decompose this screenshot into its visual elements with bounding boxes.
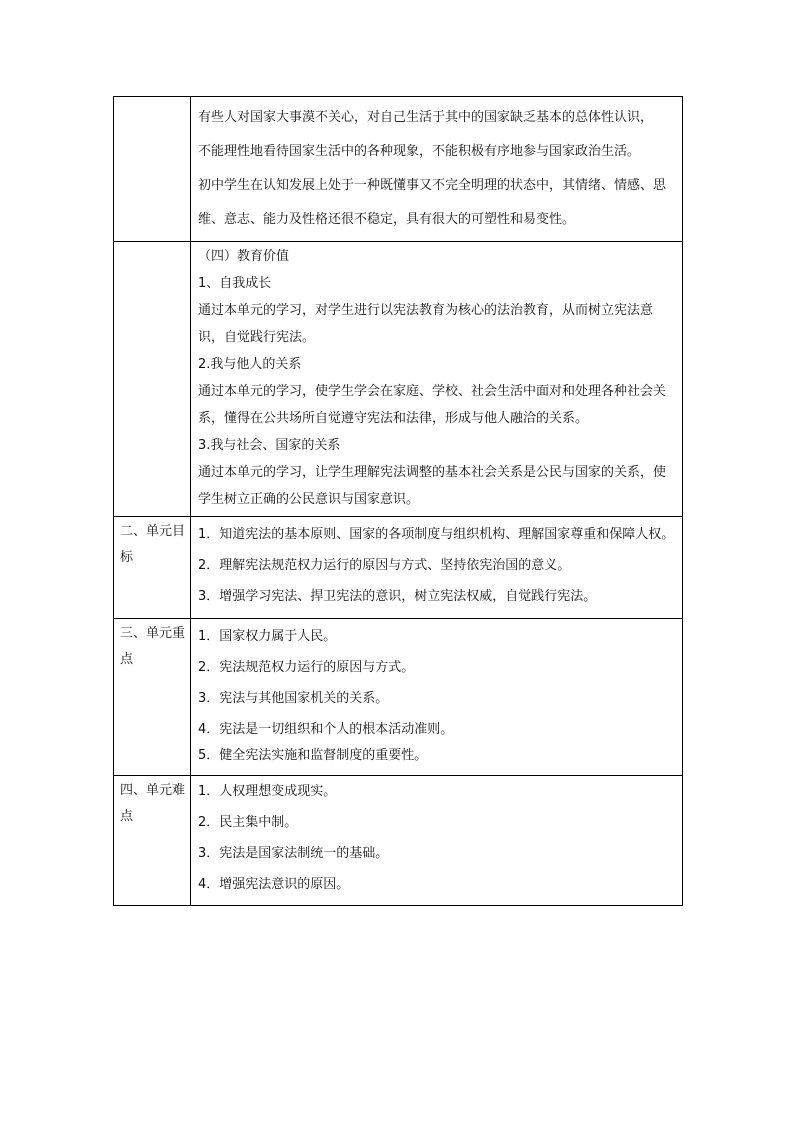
list-item: 2．理解宪法规范权力运行的原因与方式、坚持依宪治国的意义。 (198, 558, 571, 573)
list-item: 3．宪法与其他国家机关的关系。 (198, 691, 389, 706)
row-label-cell (114, 517, 191, 619)
list-item: 1．知道宪法的基本原则、国家的各项制度与组织机构、理解国家尊重和保障人权。 (198, 527, 675, 542)
row-content-cell (191, 97, 683, 242)
list-item: 4．增强宪法意识的原因。 (198, 877, 350, 892)
list-item: 2．宪法规范权力运行的原因与方式。 (198, 660, 415, 675)
section-heading: （四）教育价值 (198, 249, 290, 264)
row-label (114, 242, 190, 244)
list-item: 1．国家权力属于人民。 (198, 629, 337, 644)
paragraph: 有些人对国家大事漠不关心，对自己生活于其中的国家缺乏基本的总体性认识， (198, 110, 654, 125)
table-row (114, 242, 683, 517)
table-row (114, 517, 683, 619)
paragraph: 通过本单元的学习，对学生进行以宪法教育为核心的法治教育，从而树立宪法意识，自觉践行宪法。 (198, 303, 654, 345)
unit-plan-table (113, 96, 683, 906)
subheading: 1、自我成长 (198, 276, 272, 291)
row-label-cell (114, 776, 191, 906)
subheading: 2.我与他人的关系 (198, 357, 302, 372)
table-row (114, 619, 683, 776)
row-content-cell (191, 619, 683, 776)
row-label-cell (114, 619, 191, 776)
list-item: 3．宪法是国家法制统一的基础。 (198, 846, 389, 861)
list-item: 5．健全宪法实施和监督制度的重要性。 (198, 748, 428, 763)
row-label: 四、单元难点 (120, 783, 186, 824)
subheading: 3.我与社会、国家的关系 (198, 438, 341, 453)
row-label (114, 97, 190, 99)
row-content-cell (191, 242, 683, 517)
row-label-cell (114, 242, 191, 517)
row-label: 二、单元目标 (120, 524, 186, 565)
row-label-cell (114, 97, 191, 242)
paragraph: 初中学生在认知发展上处于一种既懂事又不完全明理的状态中，其情绪、情感、思维、意志、能力及性格还很不稳定，具有很大的可塑性和易变性。 (198, 178, 667, 227)
table-row (114, 776, 683, 906)
row-label: 三、单元重点 (120, 626, 186, 667)
list-item: 2．民主集中制。 (198, 815, 298, 830)
row-content-cell (191, 517, 683, 619)
table-row (114, 97, 683, 242)
paragraph: 通过本单元的学习，让学生理解宪法调整的基本社会关系是公民与国家的关系，使学生树立正确的公民意识与国家意识。 (198, 465, 667, 507)
list-item: 3．增强学习宪法、捍卫宪法的意识，树立宪法权威，自觉践行宪法。 (198, 589, 597, 604)
paragraph: 不能理性地看待国家生活中的各种现象，不能积极有序地参与国家政治生活。 (198, 144, 641, 159)
list-item: 1．人权理想变成现实。 (198, 784, 337, 799)
list-item: 4．宪法是一切组织和个人的根本活动准则。 (198, 722, 454, 737)
paragraph: 通过本单元的学习，使学生学会在家庭、学校、社会生活中面对和处理各种社会关系，懂得在公共场所自觉遵守宪法和法律，形成与他人融洽的关系。 (198, 384, 667, 426)
row-content-cell (191, 776, 683, 906)
